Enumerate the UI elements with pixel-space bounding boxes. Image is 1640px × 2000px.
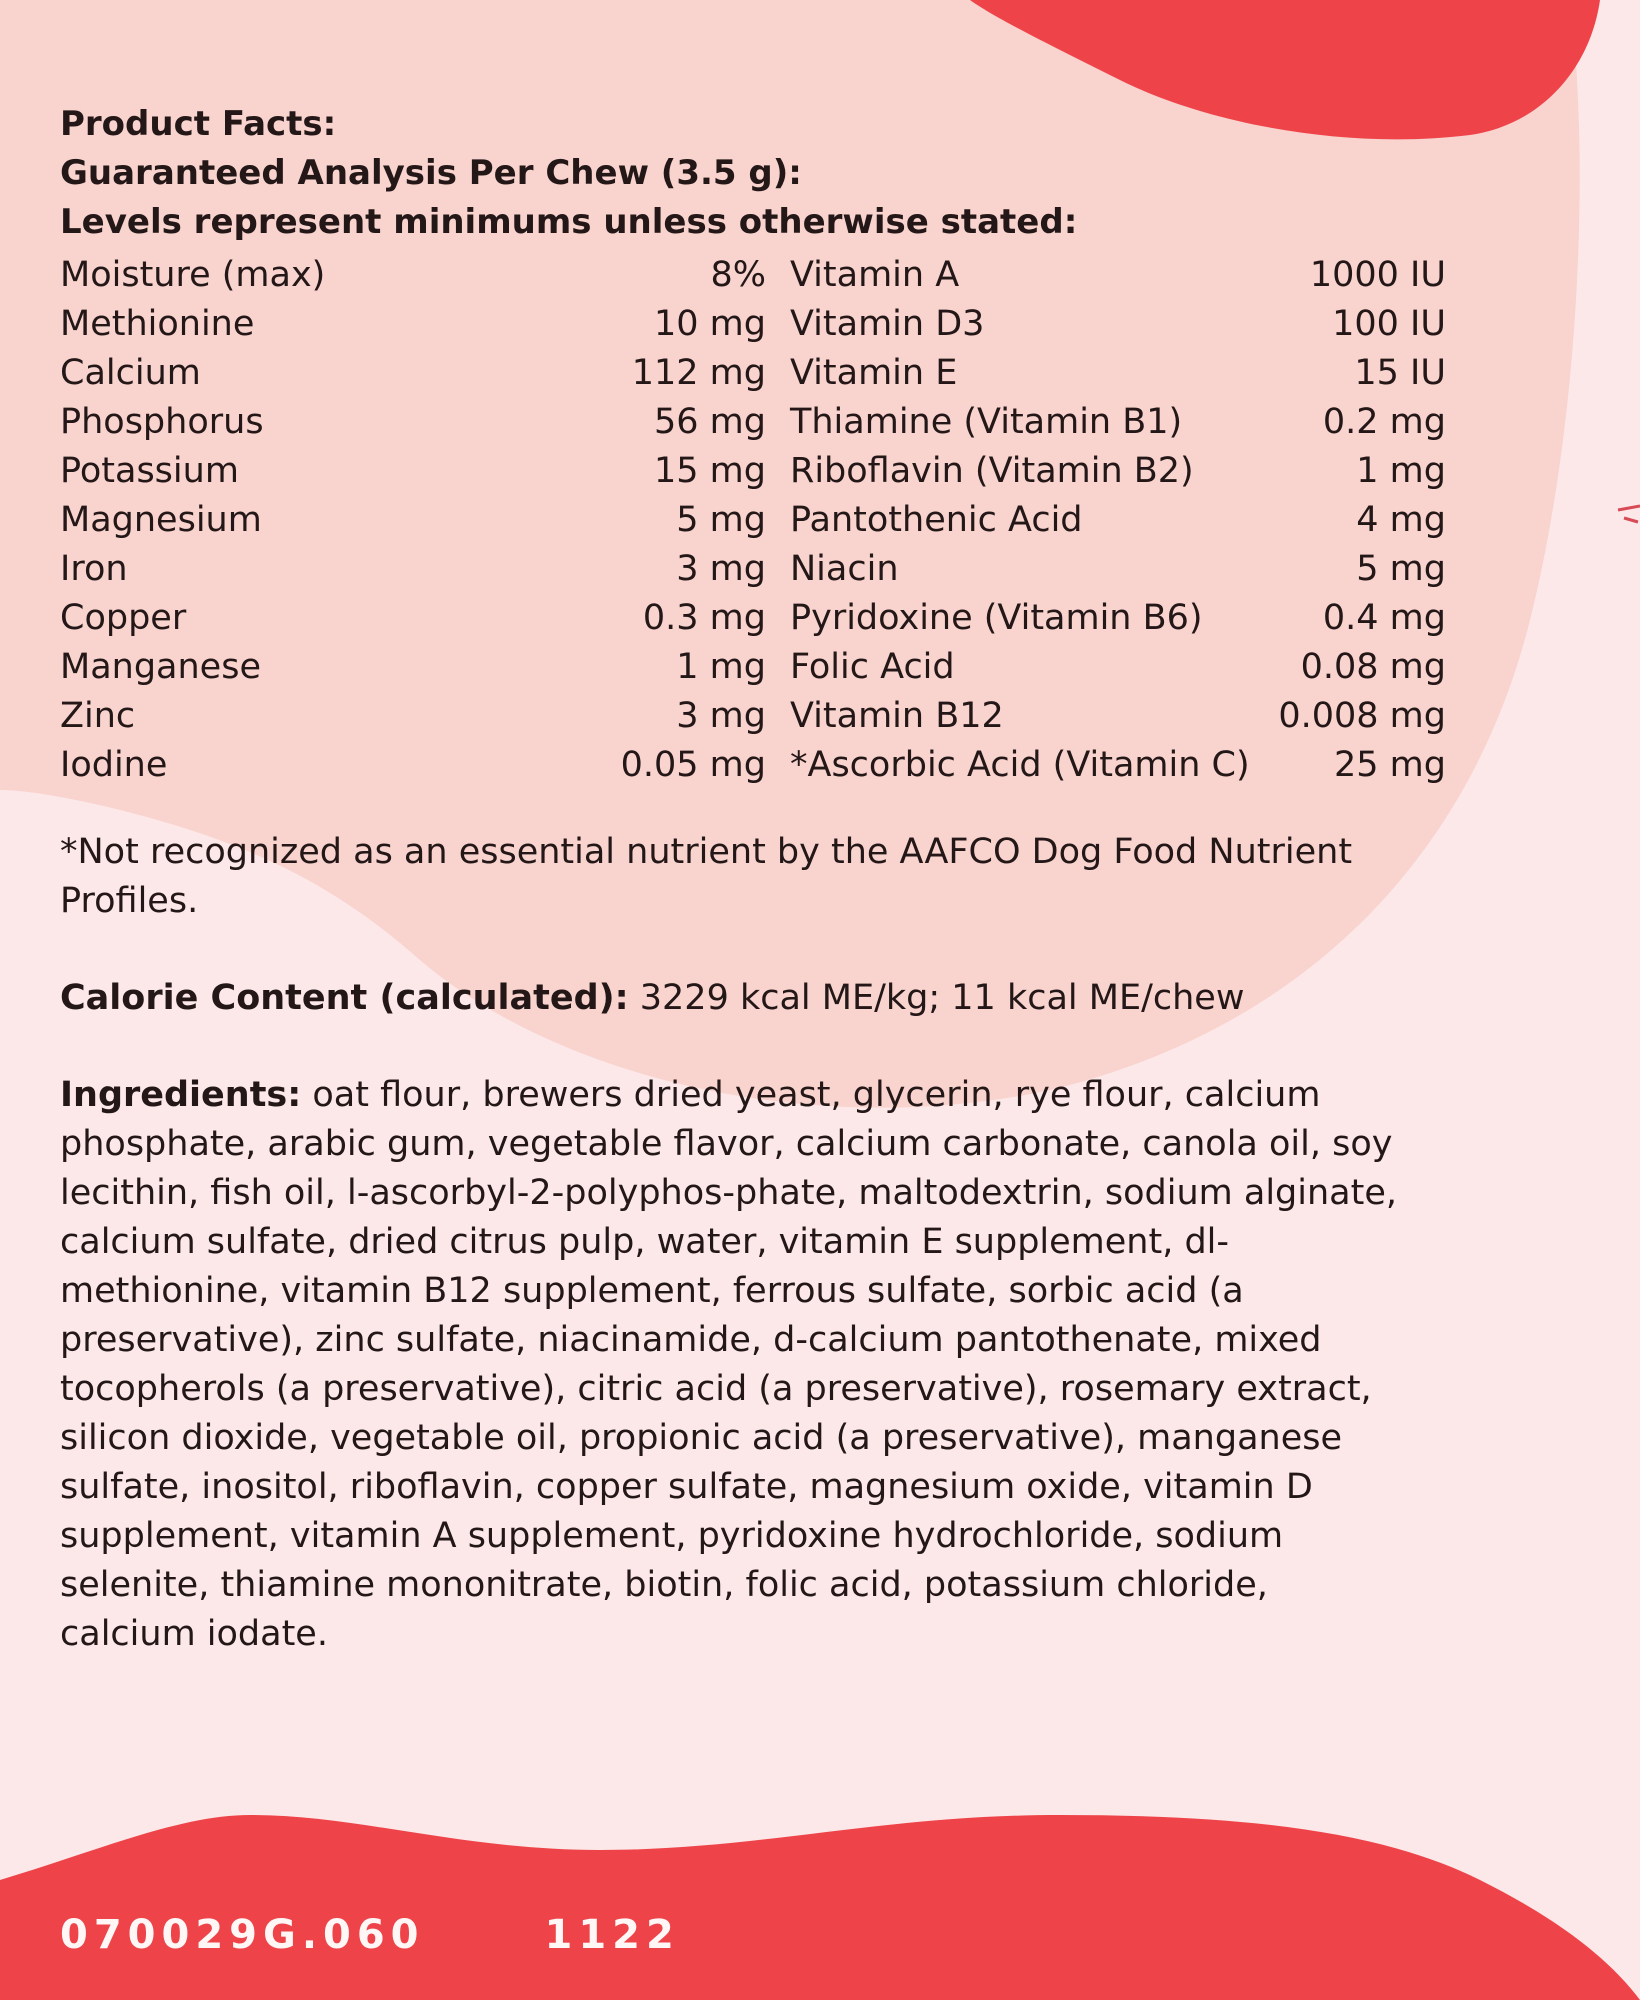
footer-codes bbox=[60, 1912, 680, 1958]
nutrient-name: Vitamin B12 bbox=[790, 696, 1004, 736]
nutrient-value: 1 mg bbox=[1356, 451, 1446, 491]
nutrient-value: 3 mg bbox=[676, 549, 766, 589]
nutrient-name: Magnesium bbox=[60, 500, 262, 540]
minimums-note: Levels represent minimums unless otherwise stated: bbox=[60, 202, 1078, 242]
nutrient-value: 8% bbox=[710, 255, 766, 295]
nutrient-value: 3 mg bbox=[676, 696, 766, 736]
edge-mark bbox=[1618, 506, 1640, 522]
nutrient-name: Manganese bbox=[60, 647, 261, 687]
nutrient-name: Riboflavin (Vitamin B2) bbox=[790, 451, 1194, 491]
nutrient-name: Phosphorus bbox=[60, 402, 264, 442]
nutrient-name: *Ascorbic Acid (Vitamin C) bbox=[790, 745, 1250, 785]
nutrient-name: Zinc bbox=[60, 696, 136, 736]
calorie-content bbox=[60, 974, 1400, 1023]
nutrient-name: Folic Acid bbox=[790, 647, 955, 687]
nutrient-value: 0.4 mg bbox=[1322, 598, 1446, 638]
nutrient-value: 0.05 mg bbox=[620, 745, 766, 785]
nutrient-value: 5 mg bbox=[1356, 549, 1446, 589]
ingredients-list: oat flour, brewers dried yeast, glycerin, rye flour, calcium phosphate, arabic gum, vegetable flavor, calcium carbonate, canola oil, soy lecithin, fish oil, l-ascorbyl-2-polyphos-phate, maltodextrin, sodium alginate, calcium sulfate, dried citrus pulp, water, vitamin E supplement, dl-methionine, vitamin B12 supplement, ferrous sulfate, sorbic acid (a preservative), zinc sulfate, niacinamide, d-calcium pantothenate, mixed tocopherols (a preservative), citric acid (a preservative), rosemary extract, silicon dioxide, vegetable oil, propionic acid (a preservative), manganese sulfate, inositol, riboflavin, copper sulfate, magnesium oxide, vitamin D supplement, vitamin A supplement, pyridoxine hydrochloride, sodium selenite, thiamine mononitrate, biotin, folic acid, potassium chloride, calcium iodate. bbox=[60, 1075, 1397, 1654]
lot-code: 1122 bbox=[544, 1912, 680, 1958]
nutrient-name: Vitamin A bbox=[790, 255, 960, 295]
nutrient-name: Moisture (max) bbox=[60, 255, 326, 295]
nutrient-name: Calcium bbox=[60, 353, 201, 393]
label-content bbox=[60, 100, 1446, 1659]
nutrient-value: 10 mg bbox=[654, 304, 766, 344]
nutrient-name: Thiamine (Vitamin B1) bbox=[790, 402, 1183, 442]
nutrient-name: Methionine bbox=[60, 304, 255, 344]
nutrient-value: 1000 IU bbox=[1309, 255, 1446, 295]
nutrient-value: 0.3 mg bbox=[642, 598, 766, 638]
ingredients-label: Ingredients: bbox=[60, 1075, 302, 1115]
nutrient-value: 25 mg bbox=[1334, 745, 1446, 785]
nutrient-name: Vitamin D3 bbox=[790, 304, 985, 344]
nutrient-value: 15 mg bbox=[654, 451, 766, 491]
product-facts-title: Product Facts: bbox=[60, 104, 337, 144]
nutrient-name: Potassium bbox=[60, 451, 239, 491]
nutrient-value: 15 IU bbox=[1354, 353, 1446, 393]
nutrient-value: 56 mg bbox=[654, 402, 766, 442]
nutrient-name: Pyridoxine (Vitamin B6) bbox=[790, 598, 1203, 638]
nutrient-value: 5 mg bbox=[676, 500, 766, 540]
product-code: 070029G.060 bbox=[60, 1912, 425, 1958]
nutrient-name: Copper bbox=[60, 598, 187, 638]
nutrient-value: 4 mg bbox=[1356, 500, 1446, 540]
nutrient-value: 112 mg bbox=[631, 353, 766, 393]
nutrient-name: Vitamin E bbox=[790, 353, 958, 393]
guaranteed-analysis-title: Guaranteed Analysis Per Chew (3.5 g): bbox=[60, 153, 802, 193]
bottom-red-blob bbox=[0, 1815, 1640, 2000]
nutrient-value: 0.2 mg bbox=[1322, 402, 1446, 442]
calorie-value: 3229 kcal ME/kg; 11 kcal ME/chew bbox=[628, 978, 1245, 1018]
calorie-label: Calorie Content (calculated): bbox=[60, 978, 629, 1018]
nutrient-value: 1 mg bbox=[676, 647, 766, 687]
nutrient-value: 100 IU bbox=[1332, 304, 1446, 344]
nutrient-name: Iodine bbox=[60, 745, 168, 785]
aafco-footnote: *Not recognized as an essential nutrient by the AAFCO Dog Food Nutrient Profiles. bbox=[60, 832, 1353, 921]
ingredients bbox=[60, 1071, 1400, 1659]
nutrient-table bbox=[60, 251, 1446, 790]
nutrient-name: Iron bbox=[60, 549, 128, 589]
nutrient-name: Niacin bbox=[790, 549, 899, 589]
nutrient-name: Pantothenic Acid bbox=[790, 500, 1083, 540]
nutrient-value: 0.08 mg bbox=[1300, 647, 1446, 687]
nutrient-value: 0.008 mg bbox=[1278, 696, 1446, 736]
